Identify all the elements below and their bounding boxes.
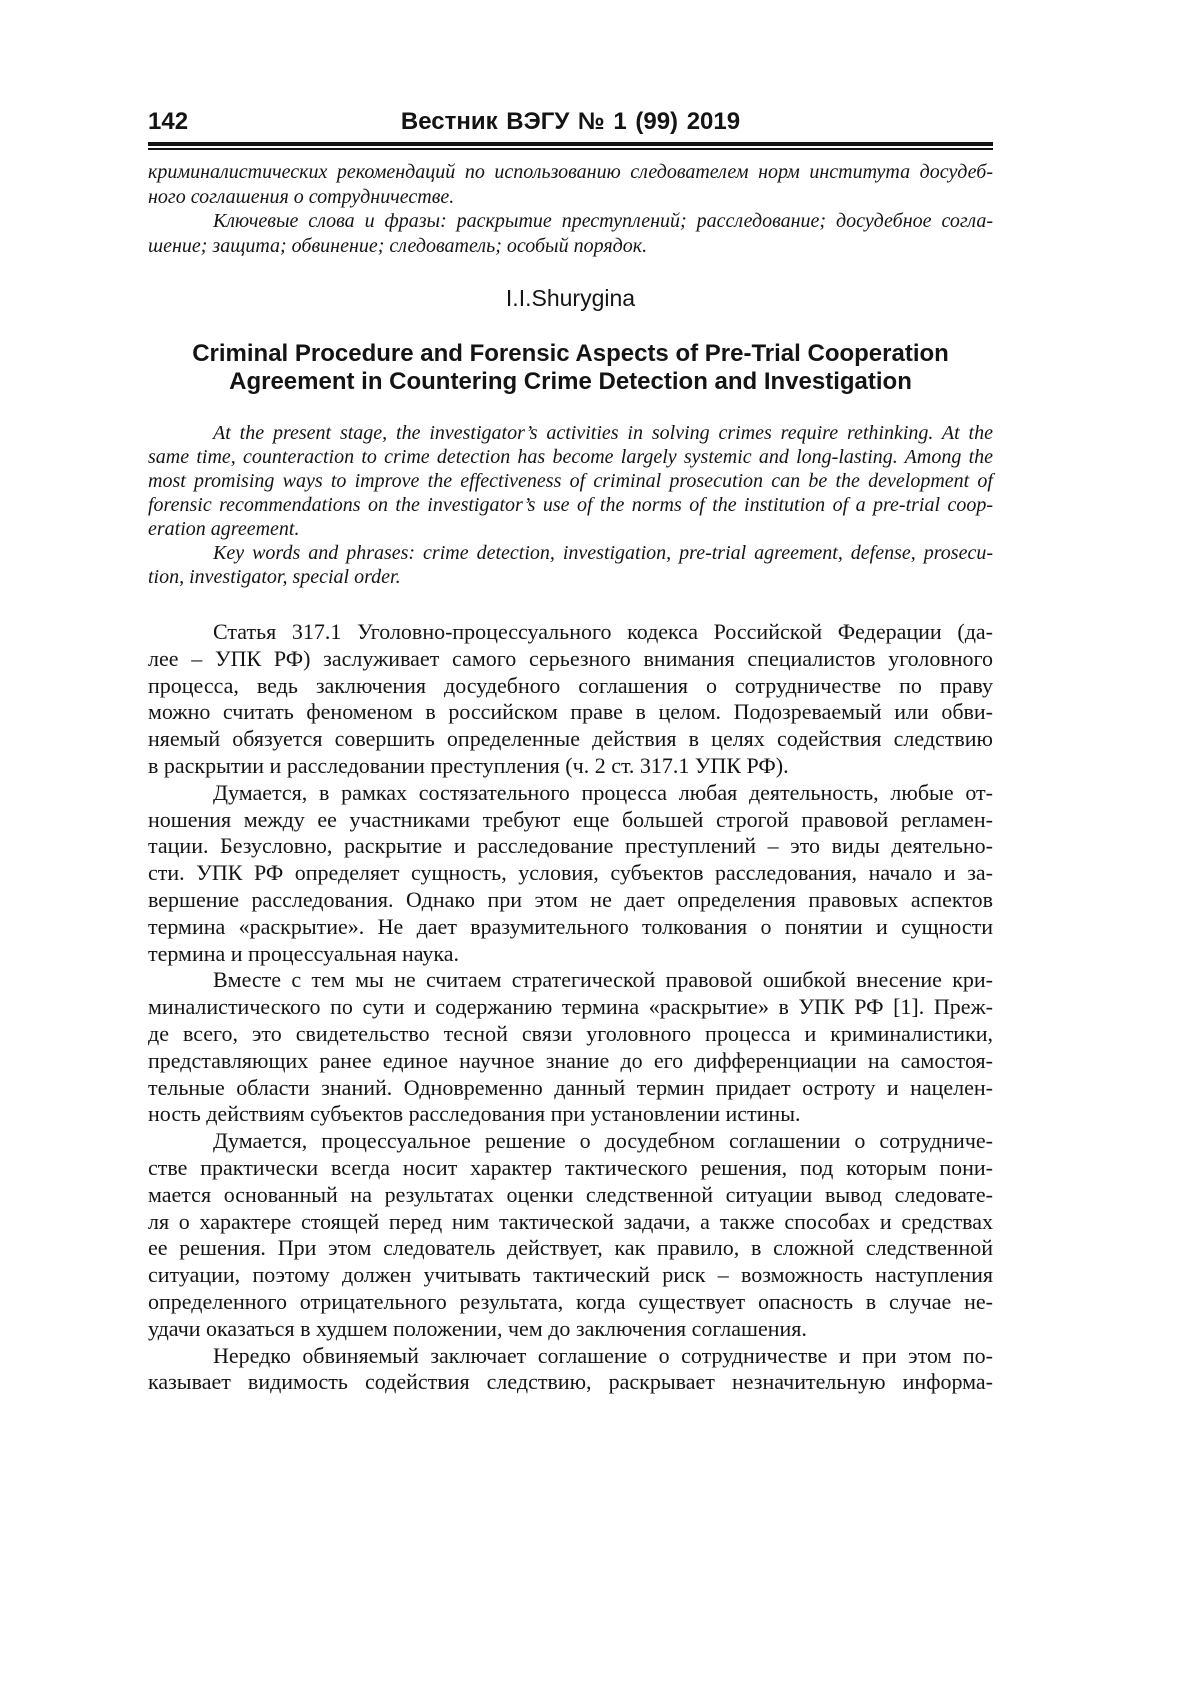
- body-line: тельные области знаний. Одновременно данный термин придает остроту и нацелен-: [148, 1074, 993, 1100]
- keywords-line: шение; защита; обвинение; следователь; особый порядок.: [148, 234, 648, 257]
- russian-abstract-paragraph: [148, 160, 993, 209]
- english-abstract-paragraph: [148, 421, 993, 541]
- body-line: стве практически всегда носит характер тактического решения, под которым пони-: [148, 1154, 993, 1180]
- article-title: [148, 340, 993, 396]
- abstract-line: криминалистических рекомендаций по использованию следователем норм института досудеб-: [148, 161, 993, 183]
- page-number: 142: [148, 108, 189, 135]
- body-line: мается основанный на результатах оценки следственной ситуации вывод следовате-: [148, 1181, 993, 1207]
- running-header: [148, 108, 993, 136]
- body-line: Вместе с тем мы не считаем стратегической правовой ошибкой внесение кри-: [213, 967, 993, 993]
- keywords-line: Key words and phrases: crime detection, investigation, pre-trial agreement, defense, prosecu-: [213, 542, 993, 564]
- body-line: вершение расследования. Однако при этом не дает определения правовых аспектов: [148, 886, 993, 912]
- keywords-line: Ключевые слова и фразы: раскрытие преступлений; расследование; досудебное согла-: [213, 210, 993, 232]
- body-line: в раскрытии и расследовании преступления (ч. 2 ст. 317.1 УПК РФ).: [148, 752, 789, 778]
- body-line: удачи оказаться в худшем положении, чем до заключения соглашения.: [148, 1315, 807, 1341]
- body-paragraph: [148, 619, 993, 780]
- body-paragraph: [148, 967, 993, 1128]
- header-rule-thick: [148, 142, 993, 146]
- body-paragraph: [148, 780, 993, 968]
- abstract-line: forensic recommendations on the investigator’s use of the norms of the institution of a pre-trial coop-: [148, 494, 993, 516]
- abstract-line: same time, counteraction to crime detection has become largely systemic and long-lasting. Among the: [148, 446, 993, 468]
- body-line: де всего, это свидетельство тесной связи уголовного процесса и криминалистики,: [148, 1020, 993, 1046]
- body-line: ля о характере стоящей перед ним тактической задачи, а также способах и средствах: [148, 1208, 993, 1234]
- body-line: термина «раскрытие». Не дает вразумительного толкования о понятии и сущности: [148, 913, 993, 939]
- body-line: тации. Безусловно, раскрытие и расследование преступлений – это виды деятельно-: [148, 833, 993, 859]
- body-line: Статья 317.1 Уголовно-процессуального кодекса Российской Федерации (да-: [213, 619, 993, 644]
- body-line: ношения между ее участниками требуют еще большей строгой правовой регламен-: [148, 806, 993, 832]
- keywords-line: tion, investigator, special order.: [148, 566, 401, 588]
- body-line: процесса, ведь заключения досудебного соглашения о сотрудничестве по праву: [148, 672, 993, 698]
- body-line: ее решения. При этом следователь действует, как правило, в сложной следственной: [148, 1235, 993, 1261]
- title-line: Criminal Procedure and Forensic Aspects of Pre-Trial Cooperation: [192, 340, 949, 367]
- body-line: термина и процессуальная наука.: [148, 940, 460, 966]
- body-line: сти. УПК РФ определяет сущность, условия, субъектов расследования, начало и за-: [148, 860, 993, 886]
- body-line: определенного отрицательного результата, когда существует опасность в случае не-: [148, 1288, 993, 1314]
- header-double-rule: [148, 142, 993, 151]
- body-line: Думается, в рамках состязательного процесса любая деятельность, любые от-: [213, 779, 993, 805]
- title-line: Agreement in Countering Crime Detection and Investigation: [229, 368, 912, 395]
- abstract-line: ного соглашения о сотрудничестве.: [148, 185, 455, 208]
- english-abstract: [148, 421, 993, 589]
- body-line: Думается, процессуальное решение о досудебном соглашении о сотрудниче-: [213, 1128, 993, 1154]
- body-line: ситуации, поэтому должен учитывать тактический риск – возможность наступления: [148, 1262, 993, 1288]
- body-line: няемый обязуется совершить определенные действия в целях содействия следствию: [148, 726, 993, 752]
- english-keywords: [148, 541, 993, 589]
- author-name: I.I.Shurygina: [505, 285, 636, 311]
- russian-keywords: [148, 209, 993, 258]
- abstract-line: eration agreement.: [148, 518, 300, 540]
- header-rule-thin: [148, 148, 993, 150]
- body-line: ность действиям субъектов расследования при установлении истины.: [148, 1101, 801, 1127]
- body-line: миналистического по сути и содержанию термина «раскрытие» в УПК РФ [1]. Преж-: [148, 994, 993, 1020]
- body-line: лее – УПК РФ) заслуживает самого серьезного внимания специалистов уголовного: [148, 645, 993, 671]
- body-paragraph: [148, 1343, 993, 1397]
- russian-abstract: [148, 160, 993, 258]
- journal-title: Вестник ВЭГУ № 1 (99) 2019: [400, 108, 741, 135]
- body-line: Нередко обвиняемый заключает соглашение о сотрудничестве и при этом по-: [213, 1342, 993, 1368]
- body-line: казывает видимость содействия следствию, раскрывает незначительную информа-: [148, 1369, 993, 1395]
- body-paragraph: [148, 1128, 993, 1342]
- article-body: [148, 619, 993, 1396]
- abstract-line: At the present stage, the investigator’s activities in solving crimes require rethinking. At the: [213, 422, 993, 444]
- abstract-line: most promising ways to improve the effectiveness of criminal prosecution can be the development of: [148, 470, 993, 492]
- body-line: представляющих ранее единое научное знание до его дифференциации на самостоя-: [148, 1047, 993, 1073]
- body-line: можно считать феноменом в российском праве в целом. Подозреваемый или обви-: [148, 699, 993, 725]
